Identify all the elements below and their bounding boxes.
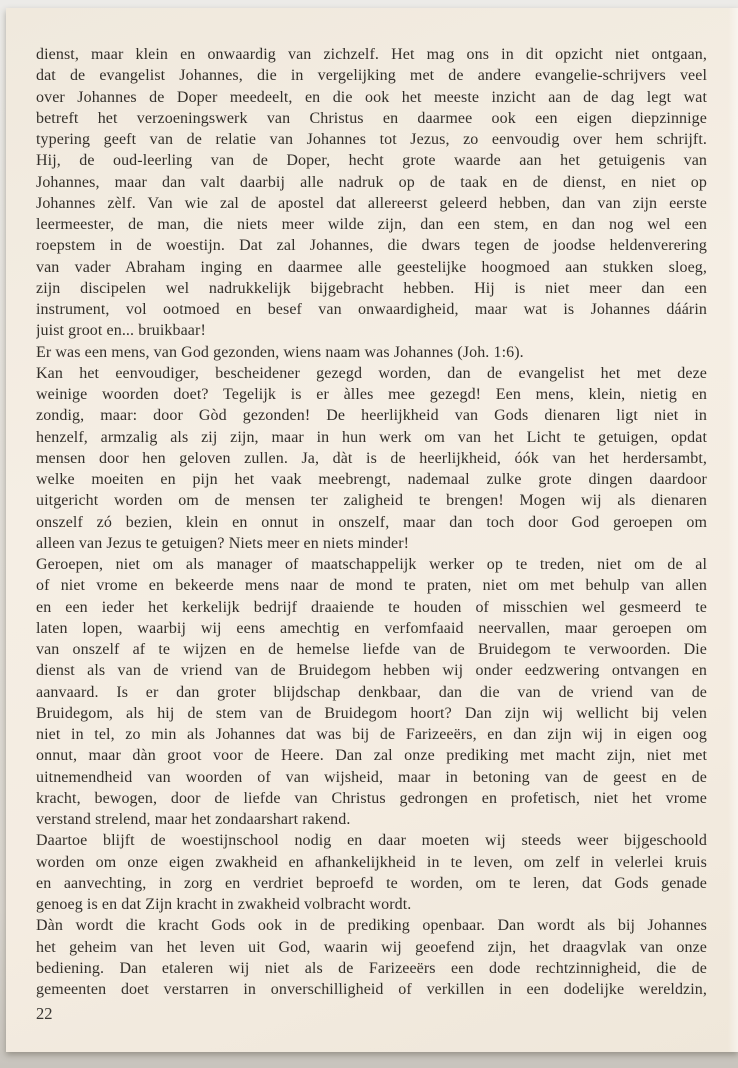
text-line: dienst als van de vriend van de Bruidegom hebben wij onder eedzwering ontvangen en [36,662,707,680]
text-line: zijn discipelen wel nadrukkelijk bijgebracht hebben. Hij is niet meer dan een [36,279,707,297]
text-line: Kan het eenvoudiger, bescheidener gezegd worden, dan de evangelist het met deze [36,364,707,382]
text-line: Johannes, maar dan valt daarbij alle nadruk op de taak en de dienst, en niet op [36,173,707,191]
text-line: instrument, vol ootmoed en besef van onwaardigheid, maar wat is Johannes dáárin [36,301,707,318]
text-line: zondig, maar: door Gòd gezonden! De heerlijkheid van Gods dienaren ligt niet in [36,407,707,425]
text-line: genoeg is en dat Zijn kracht in zwakheid volbracht wordt. [36,896,412,913]
text-line: dienst, maar klein en onwaardig van zichzelf. Het mag ons in dit opzicht niet ontgaan, [36,46,707,63]
paragraph [36,44,707,342]
text-line: juist groot en... bruikbaar! [36,322,206,340]
text-line: onnut, maar dàn groot voor de Heere. Dan zal onze prediking met macht zijn, niet met [36,747,707,765]
paragraph [36,830,707,915]
page-number: 22 [36,1004,53,1023]
text-line: bediening. Dan etaleren wij niet als de Farizeeërs een dode rechtzinnigheid, die de [36,959,707,977]
text-line: Hij, de oud-leerling van de Doper, hecht grote waarde aan het getuigenis van [36,152,707,170]
text-line: Daartoe blijft de woestijnschool nodig en daar moeten wij steeds weer bijgeschoold [36,832,707,850]
text-line: laten lopen, waarbij wij eens amechtig en verfomfaaid neervallen, maar geroepen om [36,619,707,637]
paragraph [36,342,707,363]
text-line: alleen van Jezus te getuigen? Niets meer en niets minder! [36,534,410,552]
text-line: uitnemendheid van woorden of van wijsheid, maar in betoning van de geest en de [36,768,707,786]
text-line: van onszelf af te wijzen en de hemelse liefde van de Bruidegom te verwoorden. Die [36,641,707,658]
text-line: mensen door hen geloven zullen. Ja, dàt is de heerlijkheid, óók van het herdersambt, [36,449,707,467]
text-line: leermeester, de man, die niets meer wilde zijn, dan een stem, en dan nog wel een [36,216,707,233]
text-line: Johannes zèlf. Van wie zal de apostel dat allereerst geleerd hebben, dan van zijn eerste [36,194,707,212]
text-line: aanvaard. Is er dan groter blijdschap denkbaar, dan die van de vriend van de [36,683,707,701]
text-line: dat de evangelist Johannes, die in vergelijking met de andere evangelie-schrijvers veel [36,67,707,85]
text-line: en een ieder het kerkelijk bedrijf draaiende te houden of misschien wel gesmeerd te [36,598,707,616]
paragraph [36,554,707,830]
text-line: niet in tel, zo min als Johannes dat was bij de Farizeeërs, en dan zijn wij in eigen oog [36,726,707,743]
text-line: uitgericht worden om de mensen ter zaligheid te brengen! Mogen wij als dienaren [36,492,707,510]
text-line: worden om onze eigen zwakheid en afhankelijkheid in te leven, om zelf in velerlei kruis [36,853,707,871]
text-line: weinige woorden doet? Tegelijk is er àlles mee gezegd! Een mens, klein, nietig en [36,386,707,403]
text-line: Er was een mens, van God gezonden, wiens naam was Johannes (Joh. 1:6). [36,343,524,361]
text-line: Dàn wordt die kracht Gods ook in de prediking openbaar. Dan wordt als bij Johannes [36,917,707,935]
text-line: roepstem in de woestijn. Dat zal Johannes, die dwars tegen de joodse heldenverering [36,237,707,255]
text-line: of niet vrome en bekeerde mens naar de mond te praten, niet om met behulp van allen [36,577,707,595]
text-line: Bruidegom, als hij de stem van de Bruidegom hoort? Dan zijn wij wellicht bij velen [36,704,707,722]
text-line: over Johannes de Doper meedeelt, en die ook het meeste inzicht aan de dag legt wat [36,88,707,106]
page-edge-highlight [728,8,738,1052]
text-line: typering geeft van de relatie van Johannes tot Jezus, zo eenvoudig over hem schrijft. [36,131,707,148]
text-line: gemeenten doet verstarren in onverschilligheid of verkillen in een dodelijke wereldzin, [36,981,707,998]
text-line: Geroepen, niet om als manager of maatschappelijk werker op te treden, niet om de al [36,556,707,573]
page-surface [6,8,738,1052]
text-line: welke moeiten en pijn het vaak meebrengt, nademaal zulke grote dingen daardoor [36,471,707,488]
text-line: betreft het verzoeningswerk van Christus en daarmee ook een eigen diepzinnige [36,109,707,127]
body-text [36,44,707,1000]
paragraph [36,363,707,554]
text-line: van vader Abraham inging en daarmee alle geestelijke hoogmoed aan stukken sloeg, [36,258,707,276]
text-line: onszelf zó bezien, klein en onnut in onszelf, maar dan toch door God geroepen om [36,513,707,531]
text-line: kracht, bewogen, door de liefde van Christus gedrongen en profetisch, niet het vrome [36,789,707,807]
text-line: verstand strelend, maar het zondaarshart rakend. [36,811,351,828]
paragraph [36,915,707,1000]
text-line: het geheim van het leven uit God, waarin wij geoefend zijn, het draagvlak van onze [36,938,707,956]
text-line: en aanvechting, in zorg en verdriet beproefd te worden, om te leren, dat Gods genade [36,874,707,892]
text-line: henzelf, armzalig als zij zijn, maar in hun werk om van het Licht te getuigen, opdat [36,428,707,446]
